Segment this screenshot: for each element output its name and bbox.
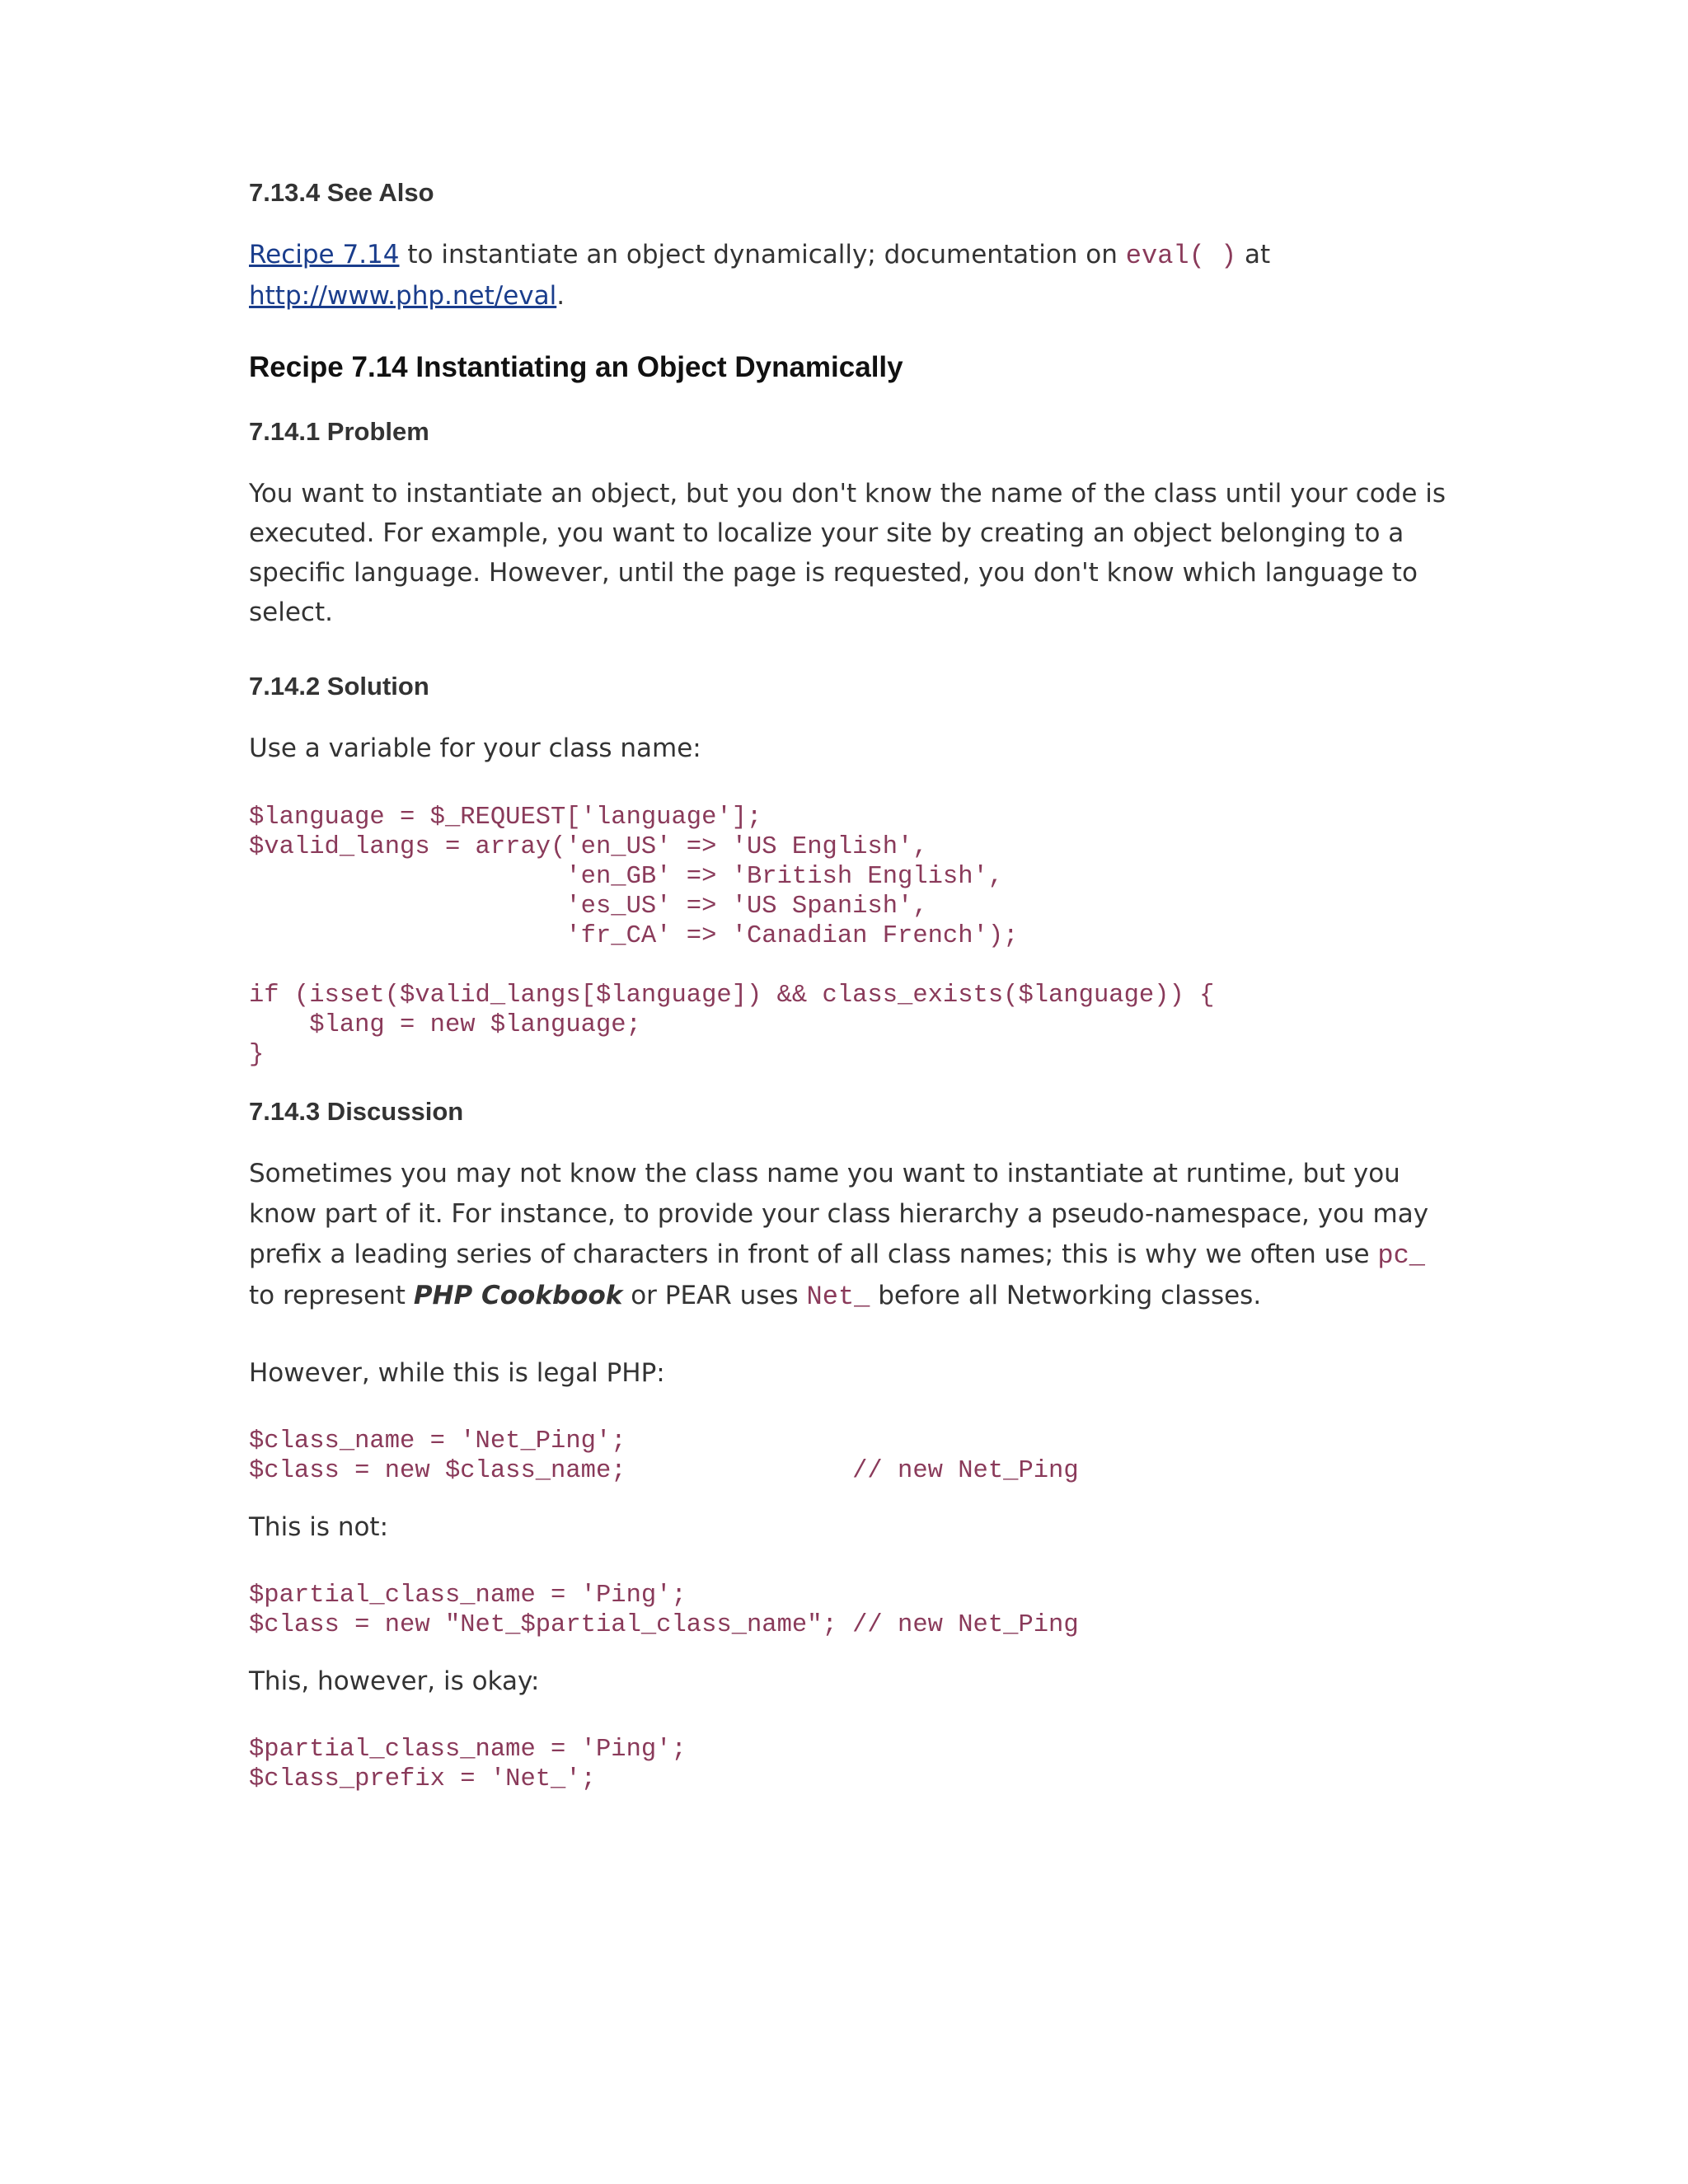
solution-code-block: $language = $_REQUEST['language']; $valid_langs = array('en_US' => 'US English', 'en_GB' => 'British English', 'es_US' => 'US Spanish', 'fr_CA' => 'Canadian French'); if (isset($valid_langs[$language]) && class_exists($language)) { $lang = new $language; } <box>249 803 1215 1069</box>
inline-code-pc: pc_ <box>1377 1240 1425 1271</box>
section-heading-problem: 7.14.1 Problem <box>249 417 429 447</box>
inline-code-eval: eval( ) <box>1125 241 1237 272</box>
discussion-text-d: before all Networking classes. <box>870 1280 1262 1310</box>
see-also-text-end: . <box>556 281 565 312</box>
discussion-paragraph-2: However, while this is legal PHP: <box>249 1357 665 1388</box>
discussion-paragraph-1 <box>249 1154 1452 1317</box>
section-heading-solution: 7.14.2 Solution <box>249 672 429 701</box>
recipe-7-14-link[interactable]: Recipe 7.14 <box>249 240 400 270</box>
discussion-text-b: to represent <box>249 1280 414 1310</box>
solution-intro: Use a variable for your class name: <box>249 733 701 763</box>
section-heading-see-also: 7.13.4 See Also <box>249 178 434 207</box>
recipe-title: Recipe 7.14 Instantiating an Object Dynamically <box>249 351 903 384</box>
see-also-paragraph <box>249 235 1452 316</box>
php-eval-link[interactable]: http://www.php.net/eval <box>249 281 557 312</box>
discussion-code-block-2: $partial_class_name = 'Ping'; $class = new "Net_$partial_class_name"; // new Net_Ping <box>249 1581 1079 1639</box>
book-title: PHP Cookbook <box>413 1280 623 1310</box>
document-content <box>249 177 1452 1794</box>
discussion-text-c: or PEAR uses <box>622 1280 807 1310</box>
see-also-text-b: at <box>1236 240 1271 270</box>
problem-paragraph: You want to instantiate an object, but you don't know the name of the class until your code is executed. For example, you want to localize your site by creating an object belonging to a specific language. However, until the page is requested, you don't know which language to select. <box>249 479 1447 628</box>
discussion-code-block-3: $partial_class_name = 'Ping'; $class_prefix = 'Net_'; <box>249 1735 687 1793</box>
discussion-paragraph-4: This, however, is okay: <box>249 1666 540 1696</box>
discussion-code-block-1: $class_name = 'Net_Ping'; $class = new $class_name; // new Net_Ping <box>249 1427 1079 1485</box>
inline-code-net: Net_ <box>806 1281 870 1312</box>
section-heading-discussion: 7.14.3 Discussion <box>249 1096 464 1126</box>
discussion-paragraph-3: This is not: <box>249 1511 389 1542</box>
see-also-text-a: to instantiate an object dynamically; documentation on <box>399 240 1126 270</box>
discussion-text-a: Sometimes you may not know the class name you want to instantiate at runtime, but you know part of it. For instance, to provide your class hierarchy a pseudo-namespace, you may prefix a leading series of characters in front of all class names; this is why we often use <box>249 1158 1429 1269</box>
